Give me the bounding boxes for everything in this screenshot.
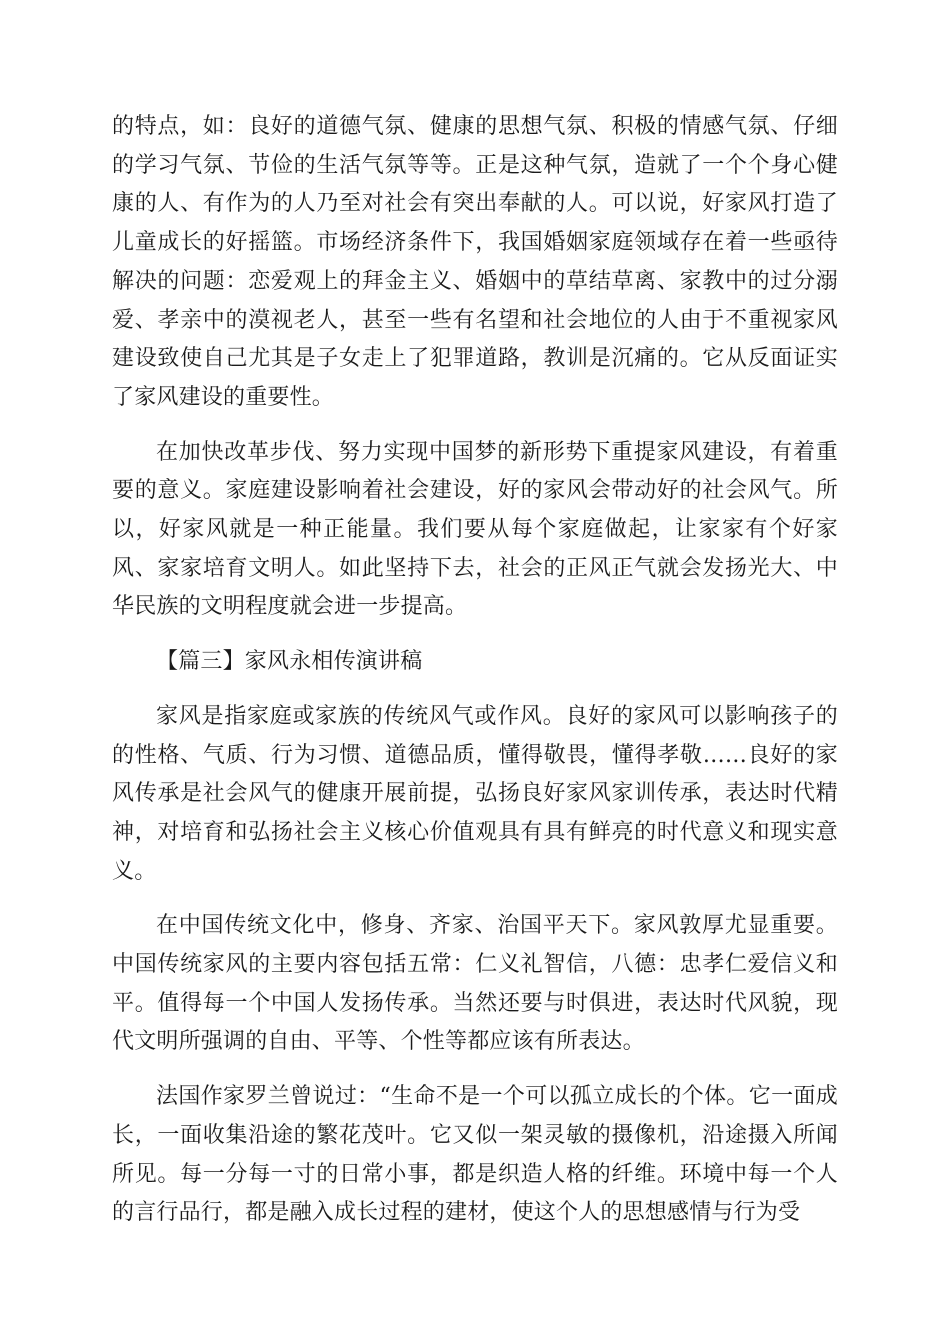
section-heading: 【篇三】家风永相传演讲稿	[156, 649, 423, 675]
paragraph-rolland-quote: 法国作家罗兰曾说过：“生命不是一个可以孤立成长的个体。它一面成长，一面收集沿途的繁花茂叶。它又似一架灵敏的摄像机，沿途摄入所闻所见。每一分每一寸的日常小事，都是织造人格的纤维。环境中每一个人的言行品行，都是融入成长过程的建材，使这个人的思想感情与行为受	[112, 1084, 838, 1226]
paragraph-continuation: 的特点，如：良好的道德气氛、健康的思想气氛、积极的情感气氛、仔细的学习气氛、节俭的生活气氛等等。正是这种气氛，造就了一个个身心健康的人、有作为的人乃至对社会有突出奉献的人。可以说，好家风打造了儿童成长的好摇篮。市场经济条件下，我国婚姻家庭领域存在着一些亟待解决的问题：恋爱观上的拜金主义、婚姻中的草结草离、家教中的过分溺爱、孝亲中的漠视老人，甚至一些有名望和社会地位的人由于不重视家风建设致使自己尤其是子女走上了犯罪道路，教训是沉痛的。它从反面证实了家风建设的重要性。	[112, 114, 838, 410]
paragraph-family-style-definition: 家风是指家庭或家族的传统风气或作风。良好的家风可以影响孩子的的性格、气质、行为习惯、道德品质，懂得敬畏，懂得孝敬……良好的家风传承是社会风气的健康开展前提，弘扬良好家风家训传承，表达时代精神，对培育和弘扬社会主义核心价值观具有具有鲜亮的时代意义和现实意义。	[112, 703, 838, 884]
document-page	[112, 108, 838, 1233]
paragraph-family-style-significance: 在加快改革步伐、努力实现中国梦的新形势下重提家风建设，有着重要的意义。家庭建设影响着社会建设，好的家风会带动好的社会风气。所以，好家风就是一种正能量。我们要从每个家庭做起，让家家有个好家风、家家培育文明人。如此坚持下去，社会的正风正气就会发扬光大、中华民族的文明程度就会进一步提高。	[112, 439, 838, 620]
paragraph-traditional-culture: 在中国传统文化中，修身、齐家、治国平天下。家风敦厚尤显重要。中国传统家风的主要内容包括五常：仁义礼智信，八德：忠孝仁爱信义和平。值得每一个中国人发扬传承。当然还要与时俱进，表达时代风貌，现代文明所强调的自由、平等、个性等都应该有所表达。	[112, 913, 838, 1055]
